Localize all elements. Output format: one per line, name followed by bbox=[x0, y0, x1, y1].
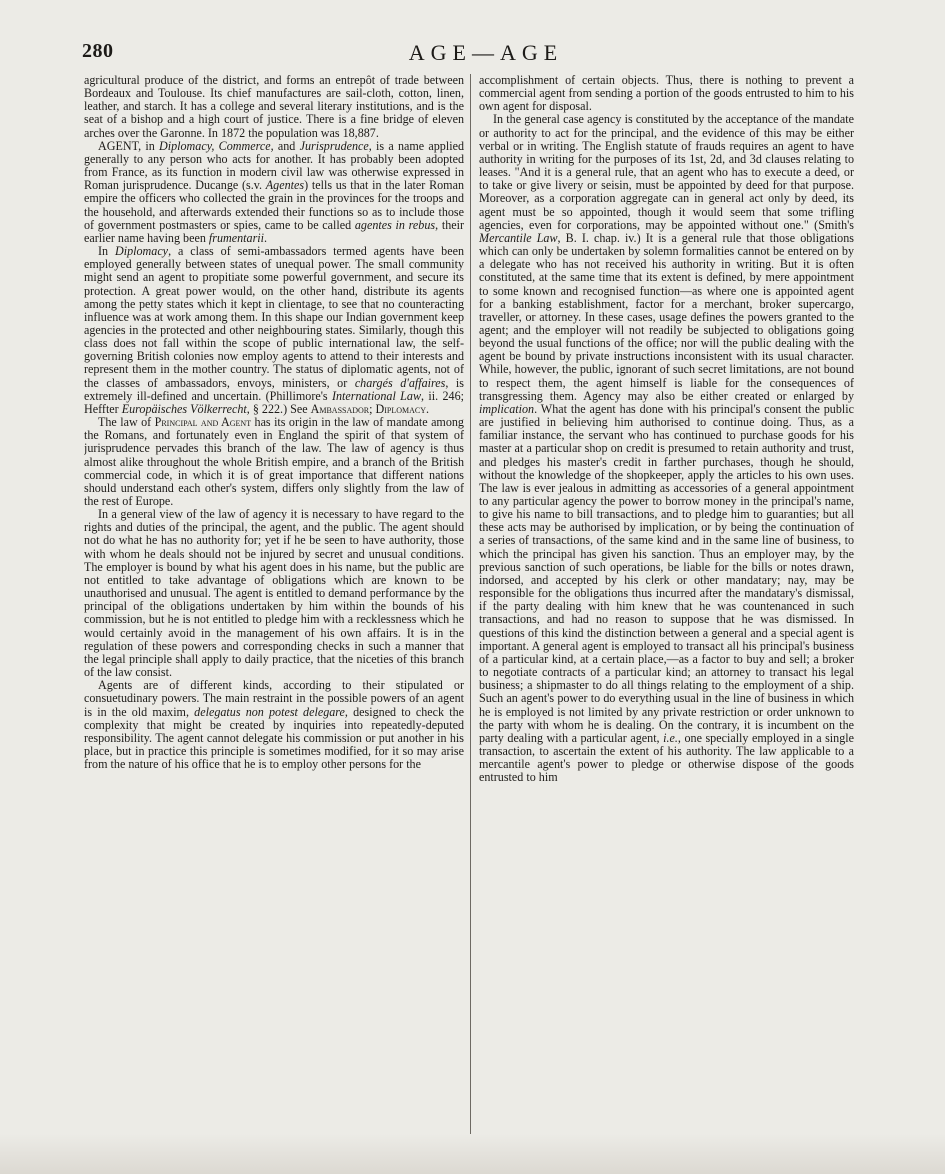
paragraph-kinds-of-agents: Agents are of different kinds, according to their stipulated or consuetudinary powers. The main restraint in the possible powers of an agent is in the old maxim, delegatus non potest delegare, designed to check the complexity that might be created by inquiries into repeatedly-deputed responsibility. The agent cannot delegate his commission or put another in his place, but in practice this principle is sometimes modified, for it so may arise from the nature of his office that he is to employ other persons for the bbox=[84, 678, 464, 772]
page-header bbox=[82, 40, 890, 70]
running-title: AGE—AGE bbox=[408, 40, 564, 65]
right-column bbox=[479, 74, 854, 1138]
paragraph-agent-definition: AGENT, in Diplomacy, Commerce, and Jurisprudence, is a name applied generally to any person who acts for another. It has probably been adopted from France, as its function in modern civil law was otherwise expressed in Roman jurisprudence. Ducange (s.v. Agentes) tells us that in the later Roman empire the officers who collected the grain in the provinces for the troops and the household, and afterwards extended their functions so as to include those of government postmasters or spies, came to be called agentes in rebus, their earlier name having been frumentarii. bbox=[84, 138, 464, 245]
paragraph-agen-town: agricultural produce of the district, and forms an entrepôt of trade between Bordeaux and Toulouse. Its chief manufactures are sail-cloth, cotton, linen, leather, and starch. It has a college and several literary institutions, and is the seat of a bishop and a high court of justice. There is a fine bridge of eleven arches over the Garonne. In 1872 the population was 18,887. bbox=[84, 74, 464, 140]
cross-reference: Ambassador; Diplomacy bbox=[310, 401, 427, 416]
paragraph-continuation: accomplishment of certain objects. Thus, there is nothing to prevent a commercial agent from sending a portion of the goods entrusted to him to his own agent for disposal. bbox=[479, 74, 854, 114]
left-column bbox=[84, 74, 464, 1138]
paragraph-diplomacy: In Diplomacy, a class of semi-ambassadors termed agents have been employed generally between states of unequal power. The small community might send an agent to propitiate some powerful government, and secure its protection. A great power would, on the other hand, distribute its agents among the petty states which it kept in clientage, to see that no counteracting influence was at work among them. In this shape our Indian government keep agencies in the protected and other neighbouring states. Similarly, though this class does not fall within the scope of public international law, the self-governing British colonies now employ agents to attend to their interests and represent them in the mother country. The status of diplomatic agents, not of the classes of ambassadors, envoys, ministers, or chargés d'affaires, is extremely ill-defined and uncertain. (Phillimore's International Law, ii. 246; Heffter Europäisches Völkerrecht, § 222.) See Ambassador; Diplomacy. bbox=[84, 244, 464, 416]
page-number: 280 bbox=[82, 40, 114, 62]
paragraph-general-view: In a general view of the law of agency it is necessary to have regard to the rights and duties of the principal, the agent, and the public. The agent should not do what he has no authority for; yet if he be seen to have authority, those with whom he deals should not be injured by secret and unusual conditions. The employer is bound by what his agent does in his name, but the public are not entitled to take advantage of obligations which are known to be unauthorised and unusual. The agent is entitled to demand performance by the principal of the obligations undertaken by him within the bounds of his commission, but he is not entitled to pledge him with a recklessness which he would certainly avoid in the management of his own affairs. It is in the regulation of these powers and corresponding checks in such a manner that the legal principle shall apply to daily practice, that the niceties of this branch of the law consist. bbox=[84, 507, 464, 680]
page-bottom-shade bbox=[0, 1134, 945, 1174]
paragraph-general-case: In the general case agency is constituted by the acceptance of the mandate or authority to act for the principal, and the evidence of this may be either verbal or in writing. The English statute of frauds requires an agent to have authority in writing for the purposes of its 1st, 2d, and 3d clauses relating to leases. "And it is a general rule, that an agent who has to execute a deed, or to take or give livery or seisin, must be appointed by deed for that purpose. Moreover, as a corporation aggregate can in general act only by deed, its agent must be so appointed, though it would seem that some trifling agencies, even for corporations, may be appointed without one." (Smith's Mercantile Law, B. I. chap. iv.) It is a general rule that those obligations which can only be undertaken by solemn formalities cannot be entered on by a delegate who has not received his authority in writing. But it is often constituted, at the same time that its extent is defined, by mere appointment to some known and recognised function—as where one is appointed agent for a banking establishment, factor for a merchant, broker supercargo, traveller, or attorney. In these cases, usage defines the powers granted to the agent; and the employer will not readily be subjected to obligations going beyond the usual functions of the office; nor will the public dealing with the agent be bound by private instructions inconsistent with its usual character. While, however, the public, ignorant of such secret limitations, are not bound to respect them, the agent himself is liable for the consequences of transgressing them. Agency may also be either created or enlarged by implication. What the agent has done with his principal's consent the public are justified in believing him authorised to continue doing. Thus, as a familiar instance, the servant who has continued to purchase goods for his master at a particular shop on credit is presumed to retain authority and trust, and pledges his master's credit in farther purchases, though he should, without the knowledge of the shopkeeper, apply the articles to his own uses. The law is ever jealous in admitting as accessories of a general appointment to any particular agency the power to borrow money in the principal's name, to give his name to bill transactions, and to pledge him to guaranties; but all these acts may be authorised by implication, or by being the continuation of a series of transactions, of the same kind and in the same line of business, to which the principal has given his sanction. Thus an employer may, by the previous sanction of such operations, be liable for the bills or notes drawn, indorsed, and accepted by his clerk or other mandatary; nay, may be responsible for the obligations thus incurred after the mandatary's dismissal, if the party dealing with him knew that he was countenanced in such transactions, and had no reason to suppose that he was dismissed. In questions of this kind the distinction between a general and a special agent is important. A general agent is employed to transact all his principal's business of a particular kind, at a certain place,—as a factor to buy and sell; a broker to negotiate contracts of a particular kind; an attorney to transact his legal business; a shipmaster to do all things relating to the employment of a ship. Such an agent's power to do everything usual in the line of business in which he is employed is not limited by any private restriction or order unknown to the party with whom he is dealing. On the contrary, it is incumbent on the party dealing with a particular agent, i.e., one specially employed in a single transaction, to ascertain the extent of his authority. The law applicable to a mercantile agent's power to pledge or otherwise dispose of the goods entrusted to him bbox=[479, 112, 854, 785]
column-divider bbox=[470, 74, 471, 1134]
paragraph-principal-agent: The law of Principal and Agent has its origin in the law of mandate among the Romans, and fortunately even in England the spirit of that system of jurisprudence pervades this branch of the law. The law of agency is thus almost alike throughout the whole British empire, and a branch of the British commercial code, in which it is of great importance that different nations should understand each other's system, differs only slightly from the law of the rest of Europe. bbox=[84, 415, 464, 508]
